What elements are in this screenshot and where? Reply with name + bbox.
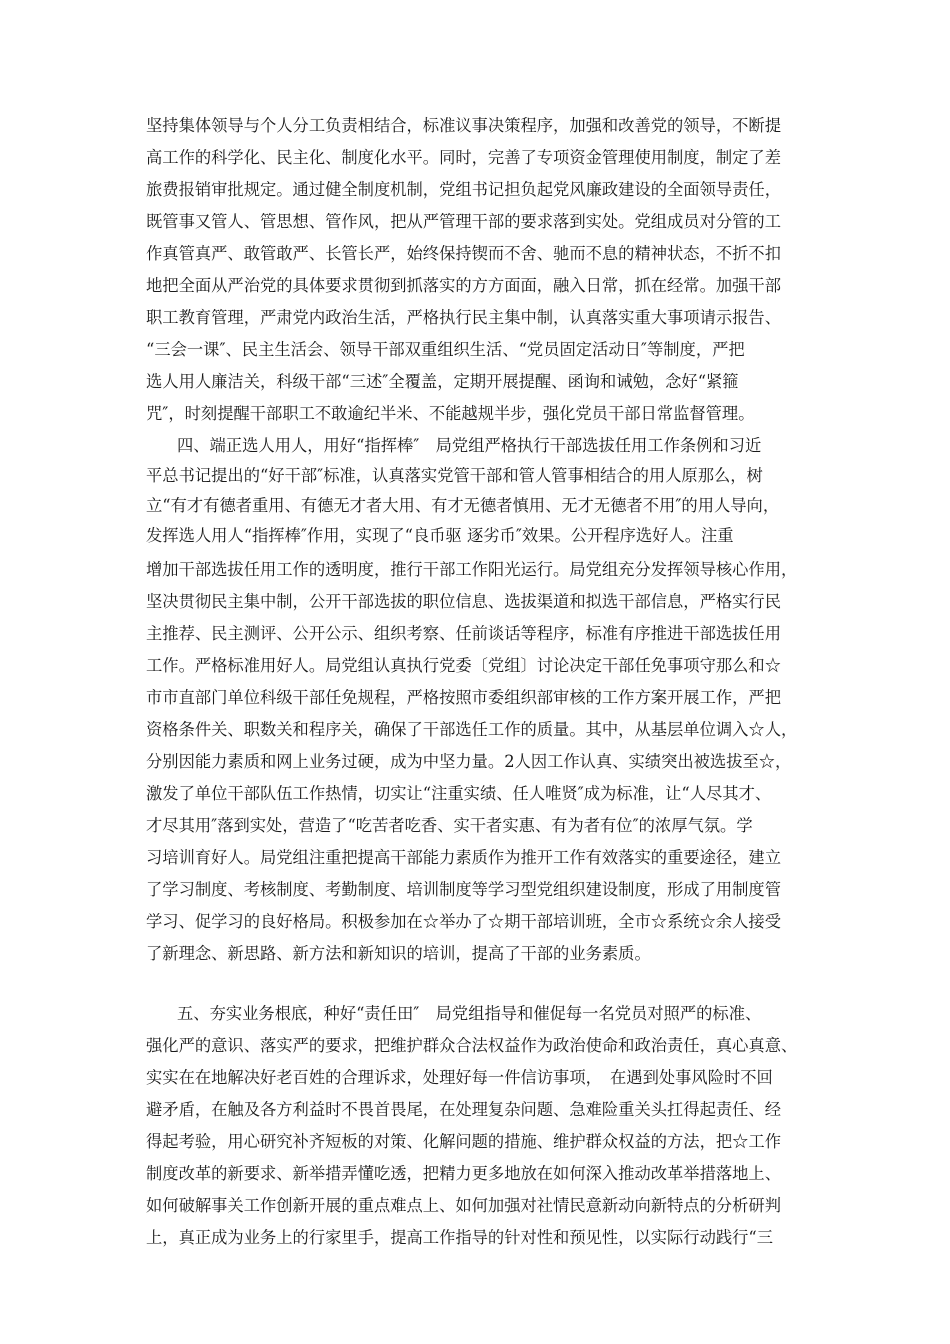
section-heading-line: 五、夯实业务根底，种好“责任田″ 局党组指导和催促每一名党员对照严的标准、 — [177, 1004, 762, 1023]
paragraph-line: 旅费报销审批规定。通过健全制度机制，党组书记担负起党风廉政建设的全面领导责任， — [146, 180, 781, 199]
paragraph-line: 避矛盾，在触及各方利益时不畏首畏尾，在处理复杂问题、急难险重关头扛得起责任、经 — [146, 1100, 781, 1119]
paragraph-line: 既管事又管人、管思想、管作风，把从严管理干部的要求落到实处。党组成员对分管的工 — [146, 212, 781, 231]
paragraph-line: 市市直部门单位科级干部任免规程，严格按照市委组织部审核的工作方案开展工作，严把 — [146, 688, 781, 707]
paragraph-line: 学习、促学习的良好格局。积极参加在☆举办了☆期干部培训班，全市☆系统☆余人接受 — [146, 912, 781, 931]
paragraph-line: 上，真正成为业务上的行家里手，提高工作指导的针对性和预见性，以实际行动践行“三 — [146, 1228, 774, 1247]
paragraph-line: 了新理念、新思路、新方法和新知识的培训，提高了干部的业务素质。 — [146, 944, 651, 963]
paragraph-line: 平总书记提出的“好干部″标准，认真落实党管干部和管人管事相结合的用人原那么，树 — [146, 466, 763, 485]
paragraph-line: “三会一课″、民主生活会、领导干部双重组织生活、“党员固定活动日″等制度，严把 — [146, 340, 745, 359]
paragraph-line: 作真管真严、敢管敢严、长管长严，始终保持锲而不舍、驰而不息的精神状态，不折不扣 — [146, 244, 781, 263]
paragraph-line: 坚持集体领导与个人分工负责相结合，标准议事决策程序，加强和改善党的领导，不断提 — [146, 116, 781, 135]
paragraph-line: 职工教育管理，严肃党内政治生活，严格执行民主集中制，认真落实重大事项请示报告、 — [146, 308, 781, 327]
paragraph-line: 实实在在地解决好老百姓的合理诉求，处理好每一件信访事项， 在遇到处事风险时不回 — [146, 1068, 773, 1087]
paragraph-line: 才尽其用″落到实处，营造了“吃苦者吃香、实干者实惠、有为者有位″的浓厚气氛。学 — [146, 816, 753, 835]
paragraph-line: 了学习制度、考核制度、考勤制度、培训制度等学习型党组织建设制度，形成了用制度管 — [146, 880, 781, 899]
paragraph-line: 分别因能力素质和网上业务过硬，成为中坚力量。2人因工作认真、实绩突出被选拔至☆， — [146, 752, 792, 771]
paragraph-line: 如何破解事关工作创新开展的重点难点上、如何加强对社情民意新动向新特点的分析研判 — [146, 1196, 781, 1215]
paragraph-line: 地把全面从严治党的具体要求贯彻到抓落实的方方面面，融入日常，抓在经常。加强干部 — [146, 276, 781, 295]
paragraph-line: 主推荐、民主测评、公开公示、组织考察、任前谈话等程序，标准有序推进干部选拔任用 — [146, 624, 781, 643]
paragraph-line: 高工作的科学化、民主化、制度化水平。同时，完善了专项资金管理使用制度，制定了差 — [146, 148, 781, 167]
paragraph-line: 工作。严格标准用好人。局党组认真执行党委〔党组〕讨论决定干部任免事项守那么和☆ — [146, 656, 781, 675]
paragraph-line: 选人用人廉洁关，科级干部“三述″全覆盖，定期开展提醒、函询和诫勉，念好“紧箍 — [146, 372, 739, 391]
paragraph-line: 得起考验，用心研究补齐短板的对策、化解问题的措施、维护群众权益的方法，把☆工作 — [146, 1132, 781, 1151]
paragraph-line: 增加干部选拔任用工作的透明度，推行干部工作阳光运行。局党组充分发挥领导核心作用， — [146, 560, 798, 579]
section-heading-line: 四、端正选人用人，用好“指挥棒″ 局党组严格执行干部选拔任用工作条例和习近 — [177, 436, 762, 455]
paragraph-line: 习培训育好人。局党组注重把提高干部能力素质作为推开工作有效落实的重要途径，建立 — [146, 848, 781, 867]
paragraph-line: 发挥选人用人“指挥棒″作用，实现了“良币驱 逐劣币″效果。公开程序选好人。注重 — [146, 526, 734, 545]
paragraph-line: 资格条件关、职数关和程序关，确保了干部选任工作的质量。其中，从基层单位调入☆人， — [146, 720, 798, 739]
paragraph-line: 制度改革的新要求、新举措弄懂吃透，把精力更多地放在如何深入推动改革举措落地上、 — [146, 1164, 781, 1183]
paragraph-line: 咒″，时刻提醒干部职工不敢逾纪半米、不能越规半步，强化党员干部日常监督管理。 — [146, 404, 755, 423]
paragraph-line: 激发了单位干部队伍工作热情，切实让“注重实绩、任人唯贤″成为标准，让“人尽其才、 — [146, 784, 772, 803]
paragraph-line: 坚决贯彻民主集中制，公开干部选拔的职位信息、选拔渠道和拟选干部信息，严格实行民 — [146, 592, 781, 611]
paragraph-line: 立“有才有德者重用、有德无才者大用、有才无德者慎用、无才无德者不用″的用人导向， — [146, 496, 780, 515]
paragraph-line: 强化严的意识、落实严的要求，把维护群众合法权益作为政治使命和政治责任，真心真意、 — [146, 1036, 798, 1055]
